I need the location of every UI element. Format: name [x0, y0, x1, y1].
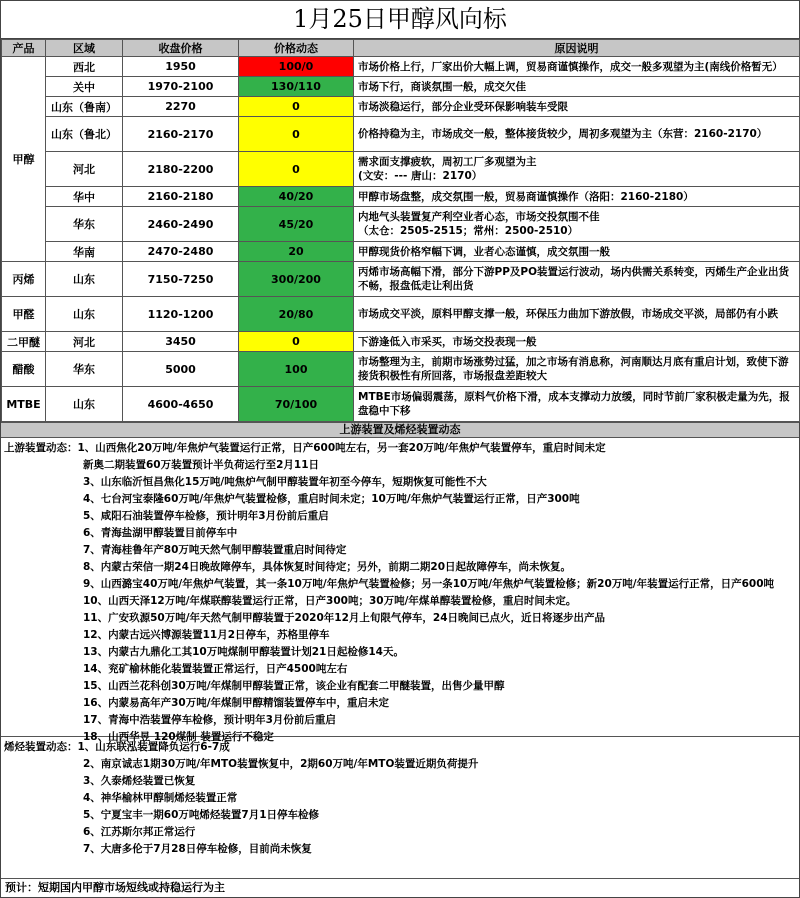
change-cell: 100/0 [239, 57, 354, 77]
list-item: 4、七台河宝泰隆60万吨/年焦炉气装置检修，重启时间未定；10万吨/年焦炉气装置运行正常，日产300吨 [83, 493, 580, 505]
change-cell: 0 [239, 97, 354, 117]
change-cell: 130/110 [239, 77, 354, 97]
table-row [2, 77, 800, 97]
product-name: 二甲醚 [2, 332, 46, 352]
olefin-list [1, 737, 799, 860]
region-cell: 山东 [46, 262, 123, 297]
list-item: 5、咸阳石油装置停车检修，预计明年3月份前后重启 [83, 510, 329, 522]
list-item: 4、神华榆林甲醇制烯烃装置正常 [83, 792, 238, 804]
product-name: 丙烯 [2, 262, 46, 297]
table-row [2, 57, 800, 77]
reason-cell: 市场成交平淡，原料甲醇支撑一般，环保压力曲加下游放假，市场成交平淡，局部仍有小跌 [354, 297, 800, 332]
table-row [2, 187, 800, 207]
change-cell: 100 [239, 352, 354, 387]
table-row [2, 387, 800, 422]
price-table-body [2, 57, 800, 422]
change-cell: 0 [239, 117, 354, 152]
list-item: 8、内蒙古荣信一期24日晚故障停车，具体恢复时间待定；另外，前期二期20日起故障停车，尚未恢复。 [83, 561, 572, 573]
change-cell: 40/20 [239, 187, 354, 207]
list-item: 12、内蒙古远兴博源装置11月2日停车，苏格里停车 [83, 629, 330, 641]
olefin-label: 烯烃装置动态： [4, 741, 78, 753]
price-cell: 1950 [123, 57, 239, 77]
list-item: 10、山西天泽12万吨/年煤联醇装置运行正常，日产300吨；30万吨/年煤单醇装置检修，重启时间未定。 [83, 595, 577, 607]
product-name: 甲醇 [2, 57, 46, 262]
table-row [2, 242, 800, 262]
reason-cell: 市场整理为主，前期市场涨势过猛，加之市场有消息称，河南顺达月底有重启计划，致使下游接货积极性有所回落，市场报盘差距较大 [354, 352, 800, 387]
header-change: 价格动态 [239, 40, 354, 57]
olefin-items [4, 756, 796, 858]
reason-cell: 甲醇现货价格窄幅下调，业者心态谨慎，成交氛围一般 [354, 242, 800, 262]
table-header-row [2, 40, 800, 57]
list-item: 17、青海中浩装置停车检修，预计明年3月份前后重启 [83, 714, 336, 726]
header-price: 收盘价格 [123, 40, 239, 57]
list-item: 5、宁夏宝丰一期60万吨烯烃装置7月1日停车检修 [83, 809, 320, 821]
table-row [2, 297, 800, 332]
region-cell: 华东 [46, 207, 123, 242]
list-item: 18、山西华昱 120煤制 装置运行不稳定 [83, 731, 274, 743]
reason-cell: 内地气头装置复产利空业者心态，市场交投氛围不佳 （太仓：2505-2515；常州：2500-2510） [354, 207, 800, 242]
list-item: 16、内蒙易高年产30万吨/年煤制甲醇精馏装置停车中，重启未定 [83, 697, 390, 709]
region-cell: 山东（鲁北） [46, 117, 123, 152]
change-cell: 20/80 [239, 297, 354, 332]
price-cell: 4600-4650 [123, 387, 239, 422]
forecast-text: 预计：短期国内甲醇市场短线或持稳运行为主 [1, 878, 799, 897]
upstream-section-heading: 上游装置及烯烃装置动态 [1, 422, 799, 438]
page-title: 1月25日甲醇风向标 [1, 1, 799, 39]
table-row [2, 97, 800, 117]
price-cell: 5000 [123, 352, 239, 387]
header-region: 区域 [46, 40, 123, 57]
region-cell: 山东（鲁南） [46, 97, 123, 117]
price-cell: 2470-2480 [123, 242, 239, 262]
table-row [2, 152, 800, 187]
header-reason: 原因说明 [354, 40, 800, 57]
list-item: 1、山西焦化20万吨/年焦炉气装置运行正常，日产600吨左右，另一套20万吨/年焦炉气装置停车，重启时间未定 [77, 442, 606, 454]
change-cell: 45/20 [239, 207, 354, 242]
list-item: 7、大唐多伦于7月28日停车检修，目前尚未恢复 [83, 843, 312, 855]
change-cell: 0 [239, 332, 354, 352]
upstream-items [4, 457, 796, 746]
region-cell: 河北 [46, 332, 123, 352]
list-item: 1、山东联泓装置降负运行6-7成 [77, 741, 230, 753]
region-cell: 山东 [46, 297, 123, 332]
upstream-label: 上游装置动态： [4, 442, 78, 454]
product-name: 醋酸 [2, 352, 46, 387]
price-cell: 2460-2490 [123, 207, 239, 242]
reason-cell: 丙烯市场高幅下滑，部分下游PP及PO装置运行波动，场内供需关系转变，丙烯生产企业出货不畅，报盘低走让利出货 [354, 262, 800, 297]
reason-cell: 市场价格上行，厂家出价大幅上调，贸易商谨慎操作，成交一般多观望为主(南线价格暂无） [354, 57, 800, 77]
region-cell: 关中 [46, 77, 123, 97]
change-cell: 300/200 [239, 262, 354, 297]
reason-cell: 价格持稳为主，市场成交一般，整体接货较少，周初多观望为主（东营：2160-2170） [354, 117, 800, 152]
region-cell: 河北 [46, 152, 123, 187]
reason-cell: 市场淡稳运行，部分企业受环保影响装车受限 [354, 97, 800, 117]
list-item: 13、内蒙古九鼎化工其10万吨煤制甲醇装置计划21日起检修14天。 [83, 646, 404, 658]
list-item: 7、青海桂鲁年产80万吨天然气制甲醇装置重启时间待定 [83, 544, 347, 556]
price-cell: 2270 [123, 97, 239, 117]
change-cell: 0 [239, 152, 354, 187]
price-cell: 2180-2200 [123, 152, 239, 187]
reason-cell: MTBE市场偏弱震荡，原料气价格下滑，成本支撑动力放缓，同时节前厂家积极走量为先，报盘稳中下移 [354, 387, 800, 422]
list-item: 11、广安玖源50万吨/年天然气制甲醇装置于2020年12月上旬限气停车，24日晚间已点火，近日将逐步出产品 [83, 612, 606, 624]
table-row [2, 117, 800, 152]
table-row [2, 207, 800, 242]
price-cell: 1970-2100 [123, 77, 239, 97]
region-cell: 华南 [46, 242, 123, 262]
price-cell: 1120-1200 [123, 297, 239, 332]
upstream-first-line [4, 440, 796, 457]
region-cell: 华中 [46, 187, 123, 207]
list-item: 15、山西兰花科创30万吨/年煤制甲醇装置正常，该企业有配套二甲醚装置，出售少量甲醇 [83, 680, 505, 692]
price-cell: 7150-7250 [123, 262, 239, 297]
reason-cell: 市场下行，商谈氛围一般，成交欠佳 [354, 77, 800, 97]
list-item: 新奥二期装置60万装置预计半负荷运行至2月11日 [83, 459, 320, 471]
list-item: 2、南京诚志1期30万吨/年MTO装置恢复中，2期60万吨/年MTO装置近期负荷提升 [83, 758, 479, 770]
list-item: 6、江苏斯尔邦正常运行 [83, 826, 196, 838]
table-row [2, 262, 800, 297]
change-cell: 70/100 [239, 387, 354, 422]
change-cell: 20 [239, 242, 354, 262]
price-cell: 2160-2180 [123, 187, 239, 207]
reason-cell: 甲醇市场盘整，成交氛围一般，贸易商谨慎操作（洛阳：2160-2180） [354, 187, 800, 207]
list-item: 3、山东临沂恒昌焦化15万吨/吨焦炉气制甲醇装置年初至今停车，短期恢复可能性不大 [83, 476, 487, 488]
list-item: 6、青海盐湖甲醇装置目前停车中 [83, 527, 238, 539]
table-row [2, 352, 800, 387]
list-item: 14、兖矿榆林能化装置装置正常运行，日产4500吨左右 [83, 663, 348, 675]
reason-cell: 下游逢低入市采买，市场交投表现一般 [354, 332, 800, 352]
list-item: 9、山西潞宝40万吨/年焦炉气装置，其一条10万吨/年焦炉气装置检修；另一条10万吨/年焦炉气装置检修；新20万吨/年装置运行正常，日产600吨 [83, 578, 775, 590]
price-cell: 2160-2170 [123, 117, 239, 152]
table-row [2, 332, 800, 352]
product-name: 甲醛 [2, 297, 46, 332]
region-cell: 西北 [46, 57, 123, 77]
reason-cell: 需求面支撑疲软，周初工厂多观望为主 (文安：--- 唐山：2170） [354, 152, 800, 187]
product-name: MTBE [2, 387, 46, 422]
upstream-list [1, 438, 799, 743]
list-item: 3、久泰烯烃装置已恢复 [83, 775, 196, 787]
region-cell: 山东 [46, 387, 123, 422]
header-product: 产品 [2, 40, 46, 57]
olefin-first-line [4, 739, 796, 756]
price-table [1, 39, 800, 422]
region-cell: 华东 [46, 352, 123, 387]
price-cell: 3450 [123, 332, 239, 352]
